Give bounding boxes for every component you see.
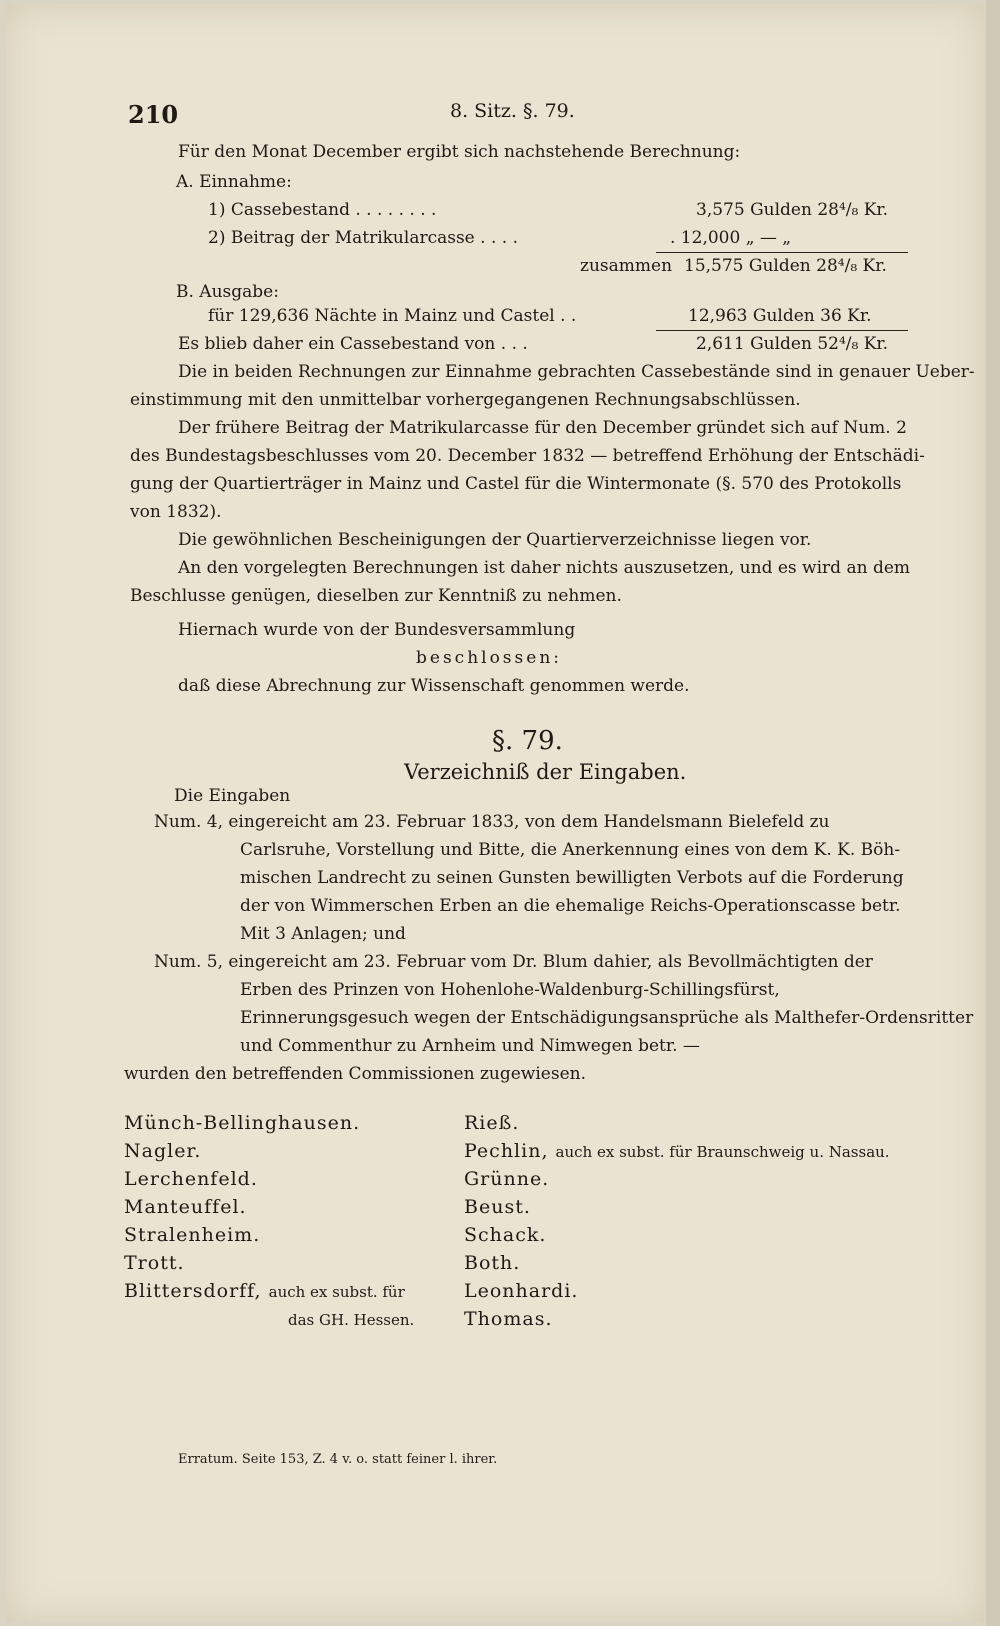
sum-label: zusammen <box>580 256 673 276</box>
para-2-line-1: Der frühere Beitrag der Matrikularcasse für den December gründet sich auf Num. 2 <box>178 418 907 438</box>
signature-right-2 <box>464 1140 890 1162</box>
signature-left-1: Münch-Bellinghausen. <box>124 1112 361 1134</box>
signature-left-6: Trott. <box>124 1252 185 1274</box>
a2-label: 2) Beitrag der Matrikularcasse . . . . <box>208 228 518 248</box>
para-2-line-2: des Bundestagsbeschlusses vom 20. December 1832 — betreffend Erhöhung der Entschädi- <box>130 446 925 466</box>
signature-left-4: Manteuffel. <box>124 1196 247 1218</box>
para-4-line-1: An den vorgelegten Berechnungen ist daher nichts auszusetzen, und es wird an dem <box>178 558 911 578</box>
num5-line-3: Erinnerungsgesuch wegen der Entschädigungsansprüche als Malthefer-Ordensritter <box>240 1008 974 1028</box>
para-5: Hiernach wurde von der Bundesversammlung <box>178 620 576 640</box>
sum-amount: 15,575 Gulden 28⁴/₈ Kr. <box>684 256 887 276</box>
para-1-line-2: einstimmung mit den unmittelbar vorhergegangenen Rechnungsabschlüssen. <box>130 390 801 410</box>
para-2-line-4: von 1832). <box>130 502 222 522</box>
para-4-line-2: Beschlusse genügen, dieselben zur Kenntniß zu nehmen. <box>130 586 622 606</box>
account-intro: Für den Monat December ergibt sich nachstehende Berechnung: <box>178 142 741 162</box>
num4-line-4: der von Wimmerschen Erben an die ehemalige Reichs-Operationscasse betr. <box>240 896 901 916</box>
signature-right-6: Both. <box>464 1252 521 1274</box>
section-number: §. 79. <box>492 726 563 756</box>
resolution-word: beschlossen: <box>416 648 562 668</box>
para-3: Die gewöhnlichen Bescheinigungen der Quartierverzeichnisse liegen vor. <box>178 530 812 550</box>
balance-rule <box>656 330 908 331</box>
balance-label: Es blieb daher ein Cassebestand von . . . <box>178 334 528 354</box>
a1-label: 1) Cassebestand . . . . . . . . <box>208 200 437 220</box>
a1-amount: 3,575 Gulden 28⁴/₈ Kr. <box>696 200 889 220</box>
signature-blittersdorff-note: auch ex subst. für <box>268 1283 405 1301</box>
signature-right-3: Grünne. <box>464 1168 550 1190</box>
a2-amount: . 12,000 „ — „ <box>670 228 792 248</box>
signature-right-7: Leonhardi. <box>464 1280 579 1302</box>
signature-left-7 <box>124 1280 405 1302</box>
entries-intro: Die Eingaben <box>174 786 291 806</box>
erratum-note: Erratum. Seite 153, Z. 4 v. o. statt feiner l. ihrer. <box>178 1452 498 1467</box>
signature-blittersdorff-note-2: das GH. Hessen. <box>288 1311 415 1329</box>
signature-left-2: Nagler. <box>124 1140 202 1162</box>
signature-right-8: Thomas. <box>464 1308 553 1330</box>
b1-amount: 12,963 Gulden 36 Kr. <box>688 306 872 326</box>
page-edge <box>986 0 1000 1626</box>
page-number: 210 <box>128 100 179 129</box>
entries-closing: wurden den betreffenden Commissionen zugewiesen. <box>124 1064 586 1084</box>
signature-right-4: Beust. <box>464 1196 531 1218</box>
signature-pechlin-note: auch ex subst. für Braunschweig u. Nassau. <box>555 1143 890 1161</box>
section-title: Verzeichniß der Eingaben. <box>404 760 687 784</box>
section-b-label: B. Ausgabe: <box>176 282 279 302</box>
document-page <box>6 4 984 1622</box>
signature-pechlin: Pechlin, <box>464 1140 549 1162</box>
b1-label: für 129,636 Nächte in Mainz und Castel . . <box>208 306 577 326</box>
num4-line-5: Mit 3 Anlagen; und <box>240 924 406 944</box>
sum-rule <box>656 252 908 253</box>
para-1-line-1: Die in beiden Rechnungen zur Einnahme gebrachten Cassebestände sind in genauer Ueber- <box>178 362 975 382</box>
num5-line-2: Erben des Prinzen von Hohenlohe-Waldenburg-Schillingsfürst, <box>240 980 780 1000</box>
signature-blittersdorff: Blittersdorff, <box>124 1280 262 1302</box>
num4-line-1: Num. 4, eingereicht am 23. Februar 1833, von dem Handelsmann Bielefeld zu <box>154 812 830 832</box>
balance-amount: 2,611 Gulden 52⁴/₈ Kr. <box>696 334 889 354</box>
num4-line-2: Carlsruhe, Vorstellung und Bitte, die Anerkennung eines von dem K. K. Böh- <box>240 840 901 860</box>
num5-line-4: und Commenthur zu Arnheim und Nimwegen betr. — <box>240 1036 700 1056</box>
running-title: 8. Sitz. §. 79. <box>450 100 575 122</box>
section-a-label: A. Einnahme: <box>176 172 292 192</box>
para-2-line-3: gung der Quartierträger in Mainz und Castel für die Wintermonate (§. 570 des Protokolls <box>130 474 902 494</box>
signature-left-3: Lerchenfeld. <box>124 1168 258 1190</box>
signature-left-7-cont <box>288 1308 414 1330</box>
para-6: daß diese Abrechnung zur Wissenschaft genommen werde. <box>178 676 690 696</box>
num4-line-3: mischen Landrecht zu seinen Gunsten bewilligten Verbots auf die Forderung <box>240 868 904 888</box>
signature-right-1: Rieß. <box>464 1112 520 1134</box>
signature-right-5: Schack. <box>464 1224 547 1246</box>
signature-left-5: Stralenheim. <box>124 1224 261 1246</box>
num5-line-1: Num. 5, eingereicht am 23. Februar vom Dr. Blum dahier, als Bevollmächtigten der <box>154 952 873 972</box>
